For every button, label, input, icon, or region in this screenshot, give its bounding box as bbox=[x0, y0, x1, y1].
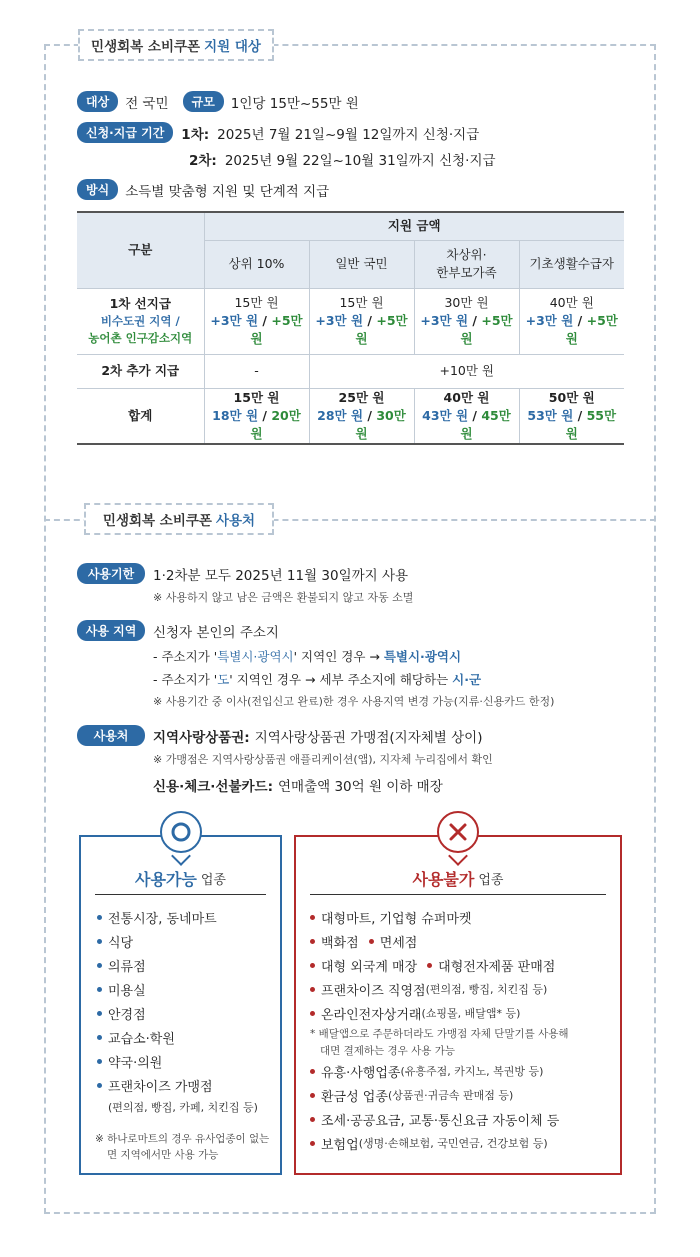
list-item: 교습소·학원 bbox=[97, 1025, 272, 1049]
target-row bbox=[77, 91, 359, 112]
region-line-province: - 주소지가 '도' 지역인 경우 → 세부 주소지에 해당하는 시·군 bbox=[153, 672, 482, 687]
row2-head: 2차 추가 지급 bbox=[77, 354, 204, 388]
table-row-second bbox=[77, 354, 624, 388]
row3-basic: 50만 원 53만 원 / 55만 원 bbox=[519, 388, 624, 444]
usage-place-badge: 사용처 bbox=[77, 725, 145, 746]
period-row-2 bbox=[189, 149, 496, 169]
list-item: 식당 bbox=[97, 929, 272, 953]
place1-value: 지역사랑상품권 가맹점(지자체별 상이) bbox=[254, 729, 483, 746]
table-row-total bbox=[77, 388, 624, 444]
place1-note: ※ 가맹점은 지역사랑상품권 애플리케이션(앱), 지자체 누리집에서 확인 bbox=[153, 753, 493, 766]
list-item: 유흥·사행업종 (유흥주점, 카지노, 복권방 등) bbox=[310, 1059, 612, 1083]
th-near-poverty: 차상위· 한부모가족 bbox=[414, 240, 519, 288]
th-division: 구분 bbox=[77, 212, 204, 288]
list-item: 약국·의원 bbox=[97, 1049, 272, 1073]
region-line-metropolitan: - 주소지가 '특별시·광역시' 지역인 경우 → 특별시·광역시 bbox=[153, 649, 462, 664]
list-item: 백화점 면세점 bbox=[310, 929, 612, 953]
denied-title: 사용불가 업종 bbox=[310, 863, 606, 895]
list-item: 프랜차이즈 가맹점 bbox=[97, 1073, 272, 1097]
denied-note-2: 대면 결제하는 경우 사용 가능 bbox=[320, 1044, 456, 1057]
th-top10: 상위 10% bbox=[204, 240, 309, 288]
usage-period-row bbox=[77, 563, 408, 584]
list-item: 전통시장, 동네마트 bbox=[97, 905, 272, 929]
place2-value: 연매출액 30억 원 이하 매장 bbox=[277, 779, 443, 795]
list-item: 의류점 bbox=[97, 953, 272, 977]
period-row-1 bbox=[77, 122, 479, 143]
circle-check-icon bbox=[160, 811, 202, 853]
target-value: 전 국민 bbox=[125, 95, 169, 112]
method-badge: 방식 bbox=[77, 179, 118, 200]
row3-head: 합계 bbox=[77, 388, 204, 444]
denied-note-1: * 배달앱으로 주문하더라도 가맹점 자체 단말기를 사용해 bbox=[310, 1027, 569, 1040]
section-title-accent: 지원 대상 bbox=[204, 39, 261, 55]
list-item: 온라인전자상거래 (쇼핑몰, 배달앱* 등) bbox=[310, 1001, 612, 1025]
allowed-note-2: 면 지역에서만 사용 가능 bbox=[107, 1149, 219, 1161]
period2-value: 2025년 9월 22일~10월 31일까지 신청·지급 bbox=[224, 153, 496, 169]
usage-region-value: 신청자 본인의 주소지 bbox=[153, 624, 279, 641]
allowed-industries-box bbox=[79, 835, 282, 1175]
allowed-note-1: ※ 하나로마트의 경우 유사업종이 없는 bbox=[95, 1133, 270, 1145]
row1-head: 1차 선지급 비수도권 지역 / 농어촌 인구감소지역 bbox=[77, 288, 204, 354]
region-note: ※ 사용기간 중 이사(전입신고 완료)한 경우 사용지역 변경 가능(지류·신용카드 한정) bbox=[153, 695, 555, 708]
target-badge: 대상 bbox=[77, 91, 118, 112]
row3-top10: 15만 원 18만 원 / 20만 원 bbox=[204, 388, 309, 444]
scale-badge: 규모 bbox=[183, 91, 224, 112]
th-basic-livelihood: 기초생활수급자 bbox=[519, 240, 624, 288]
allowed-title: 사용가능 업종 bbox=[95, 863, 266, 895]
list-item-sub: (편의점, 빵집, 카페, 치킨집 등) bbox=[108, 1101, 258, 1114]
cross-icon bbox=[437, 811, 479, 853]
usage-period-badge: 사용기한 bbox=[77, 563, 145, 584]
denied-list bbox=[310, 905, 612, 1155]
list-item: 미용실 bbox=[97, 977, 272, 1001]
th-general: 일반 국민 bbox=[309, 240, 414, 288]
place2-bold: 신용·체크·선불카드: bbox=[153, 779, 273, 795]
method-value: 소득별 맞춤형 지원 및 단계적 지급 bbox=[125, 183, 330, 200]
section-title-eligibility bbox=[78, 29, 274, 61]
row1-basic: 40만 원 +3만 원 / +5만 원 bbox=[519, 288, 624, 354]
usage-region-badge: 사용 지역 bbox=[77, 620, 145, 641]
section-title-usage bbox=[84, 503, 274, 535]
usage-period-note: ※ 사용하지 않고 남은 금액은 환불되지 않고 자동 소멸 bbox=[153, 591, 414, 604]
section-title-prefix: 민생회복 소비쿠폰 bbox=[102, 513, 212, 529]
method-row bbox=[77, 179, 329, 200]
support-amount-table bbox=[77, 211, 624, 445]
place2-row bbox=[153, 775, 443, 795]
list-item: 환금성 업종 (상품권·귀금속 판매점 등) bbox=[310, 1083, 612, 1107]
list-item: 대형마트, 기업형 슈퍼마켓 bbox=[310, 905, 612, 929]
list-item: 보험업 (생명·손해보험, 국민연금, 건강보험 등) bbox=[310, 1131, 612, 1155]
period1-value: 2025년 7월 21일~9월 12일까지 신청·지급 bbox=[217, 126, 480, 143]
row2-others: +10만 원 bbox=[309, 354, 624, 388]
row1-general: 15만 원 +3만 원 / +5만 원 bbox=[309, 288, 414, 354]
section-title-prefix: 민생회복 소비쿠폰 bbox=[91, 39, 201, 55]
period2-label: 2차: bbox=[189, 153, 217, 169]
section-title-accent: 사용처 bbox=[215, 513, 256, 529]
scale-value: 1인당 15만~55만 원 bbox=[230, 95, 359, 112]
period-badge: 신청·지급 기간 bbox=[77, 122, 173, 143]
row1-near-poverty: 30만 원 +3만 원 / +5만 원 bbox=[414, 288, 519, 354]
usage-place-row bbox=[77, 725, 482, 746]
list-item: 대형 외국계 매장 대형전자제품 판매점 bbox=[310, 953, 612, 977]
row2-top10: - bbox=[204, 354, 309, 388]
usage-region-row bbox=[77, 620, 279, 641]
list-item: 안경점 bbox=[97, 1001, 272, 1025]
row1-top10: 15만 원 +3만 원 / +5만 원 bbox=[204, 288, 309, 354]
period1-label: 1차: bbox=[181, 126, 210, 143]
denied-industries-box bbox=[294, 835, 622, 1175]
table-row-first bbox=[77, 288, 624, 354]
place1-bold: 지역사랑상품권: bbox=[153, 729, 250, 746]
usage-period-value: 1·2차분 모두 2025년 11월 30일까지 사용 bbox=[153, 567, 409, 584]
list-item: 프랜차이즈 직영점 (편의점, 빵집, 치킨집 등) bbox=[310, 977, 612, 1001]
row3-general: 25만 원 28만 원 / 30만 원 bbox=[309, 388, 414, 444]
allowed-list bbox=[97, 905, 272, 1117]
list-item: 조세·공공요금, 교통·통신요금 자동이체 등 bbox=[310, 1107, 612, 1131]
row3-near-poverty: 40만 원 43만 원 / 45만 원 bbox=[414, 388, 519, 444]
th-amount: 지원 금액 bbox=[204, 212, 624, 240]
